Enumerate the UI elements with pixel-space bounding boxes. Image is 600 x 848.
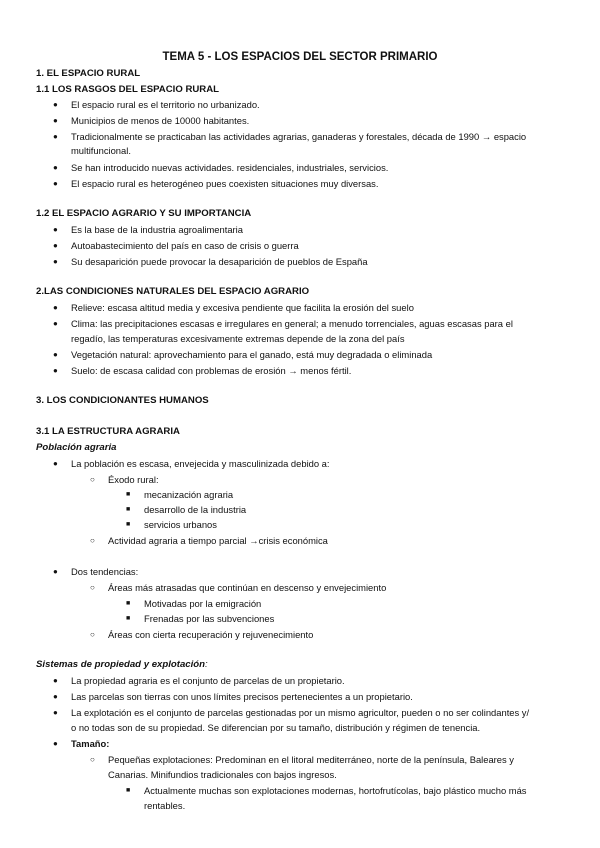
bullet-marker: ● xyxy=(53,459,58,468)
list-item: Suelo: de escasa calidad con problemas de erosión → menos fértil. xyxy=(71,365,352,376)
square-marker: ■ xyxy=(126,506,131,513)
bullet-marker: ● xyxy=(53,303,58,312)
subheading-poblacion-agraria: Población agraria xyxy=(36,442,117,453)
list-item: Áreas con cierta recuperación y rejuvenecimiento xyxy=(108,629,314,640)
square-marker: ■ xyxy=(126,600,131,607)
bullet-marker: ● xyxy=(53,257,58,266)
heading-espacio-agrario: 1.2 EL ESPACIO AGRARIO Y SU IMPORTANCIA xyxy=(36,208,252,219)
list-item-continuation: Canarias. Minifundios tradicionales con bajos ingresos. xyxy=(108,769,337,780)
subheading-colon: : xyxy=(205,659,208,670)
bullet-marker: ● xyxy=(53,179,58,188)
bullet-marker: ● xyxy=(53,567,58,576)
subheading-sistemas-text: Sistemas de propiedad y explotación xyxy=(36,659,206,670)
list-item: Pequeñas explotaciones: Predominan en el litoral mediterráneo, norte de la península, Baleares y xyxy=(108,754,514,765)
bullet-marker: ● xyxy=(53,366,58,375)
heading-condiciones-naturales: 2.LAS CONDICIONES NATURALES DEL ESPACIO AGRARIO xyxy=(36,286,310,297)
heading-rasgos: 1.1 LOS RASGOS DEL ESPACIO RURAL xyxy=(36,84,220,95)
bullet-marker: ● xyxy=(53,225,58,234)
list-item: Se han introducido nuevas actividades. residenciales, industriales, servicios. xyxy=(71,162,389,173)
square-marker: ■ xyxy=(126,491,131,498)
list-item: desarrollo de la industria xyxy=(144,504,247,515)
heading-estructura-agraria: 3.1 LA ESTRUCTURA AGRARIA xyxy=(36,426,180,437)
heading-condicionantes-humanos: 3. LOS CONDICIONANTES HUMANOS xyxy=(36,395,209,406)
bullet-marker: ● xyxy=(53,132,58,141)
heading-espacio-rural: 1. EL ESPACIO RURAL xyxy=(36,68,141,79)
bullet-marker: ● xyxy=(53,241,58,250)
bullet-marker: ● xyxy=(53,163,58,172)
list-item: La propiedad agraria es el conjunto de parcelas de un propietario. xyxy=(71,675,345,686)
list-item: Clima: las precipitaciones escasas e irregulares en general; a menudo torrenciales, aguas escasas para el xyxy=(71,318,513,329)
circle-marker: ○ xyxy=(90,583,95,592)
list-item: Dos tendencias: xyxy=(71,566,139,577)
list-item-continuation: rentables. xyxy=(144,800,186,811)
list-item: Municipios de menos de 10000 habitantes. xyxy=(71,115,250,126)
bullet-marker: ● xyxy=(53,319,58,328)
list-item: El espacio rural es el territorio no urbanizado. xyxy=(71,99,260,110)
list-item: Su desaparición puede provocar la desaparición de pueblos de España xyxy=(71,256,368,267)
circle-marker: ○ xyxy=(90,755,95,764)
list-item: Relieve: escasa altitud media y excesiva pendiente que facilita la erosión del suelo xyxy=(71,302,414,313)
list-item: Frenadas por las subvenciones xyxy=(144,613,275,624)
bullet-marker: ● xyxy=(53,692,58,701)
list-item: Vegetación natural: aprovechamiento para el ganado, está muy degradada o eliminada xyxy=(71,349,433,360)
list-item: Es la base de la industria agroalimentaria xyxy=(71,224,243,235)
circle-marker: ○ xyxy=(90,475,95,484)
list-item: Actualmente muchas son explotaciones modernas, hortofrutícolas, bajo plástico mucho más xyxy=(144,785,527,796)
list-item-tamano: Tamaño: xyxy=(71,738,110,749)
bullet-marker: ● xyxy=(53,116,58,125)
list-item: Áreas más atrasadas que continúan en descenso y envejecimiento xyxy=(108,582,387,593)
list-item: El espacio rural es heterogéneo pues coexisten situaciones muy diversas. xyxy=(71,178,379,189)
list-item: servicios urbanos xyxy=(144,519,217,530)
square-marker: ■ xyxy=(126,787,131,794)
list-item: Motivadas por la emigración xyxy=(144,598,262,609)
circle-marker: ○ xyxy=(90,536,95,545)
square-marker: ■ xyxy=(126,615,131,622)
square-marker: ■ xyxy=(126,521,131,528)
bullet-marker: ● xyxy=(53,350,58,359)
bullet-marker: ● xyxy=(53,676,58,685)
list-item: La población es escasa, envejecida y masculinizada debido a: xyxy=(71,458,330,469)
list-item: Autoabastecimiento del país en caso de crisis o guerra xyxy=(71,240,299,251)
bullet-marker: ● xyxy=(53,739,58,748)
bullet-marker: ● xyxy=(53,708,58,717)
page-title: TEMA 5 - LOS ESPACIOS DEL SECTOR PRIMARIO xyxy=(162,51,438,63)
list-item: Tradicionalmente se practicaban las actividades agrarias, ganaderas y forestales, década de 1990 → espacio xyxy=(71,131,527,142)
list-item-continuation: regadío, las temperaturas excesivamente extremas depende de la zona del país xyxy=(71,333,405,344)
list-item: mecanización agraria xyxy=(144,489,234,500)
list-item-continuation: o no todas son de su propiedad. Se diferencian por su tamaño, distribución y régimen de tenencia. xyxy=(71,722,481,733)
list-item: Actividad agraria a tiempo parcial →crisis económica xyxy=(108,535,328,546)
list-item-continuation: multifuncional. xyxy=(71,145,131,156)
list-item: Éxodo rural: xyxy=(108,474,159,485)
circle-marker: ○ xyxy=(90,630,95,639)
subheading-sistemas-propiedad xyxy=(36,659,208,671)
list-item: La explotación es el conjunto de parcelas gestionadas por un mismo agricultor, pueden o no ser colindantes y/ xyxy=(71,707,530,718)
list-item: Las parcelas son tierras con unos límites precisos pertenecientes a un propietario. xyxy=(71,691,413,702)
bullet-marker: ● xyxy=(53,100,58,109)
